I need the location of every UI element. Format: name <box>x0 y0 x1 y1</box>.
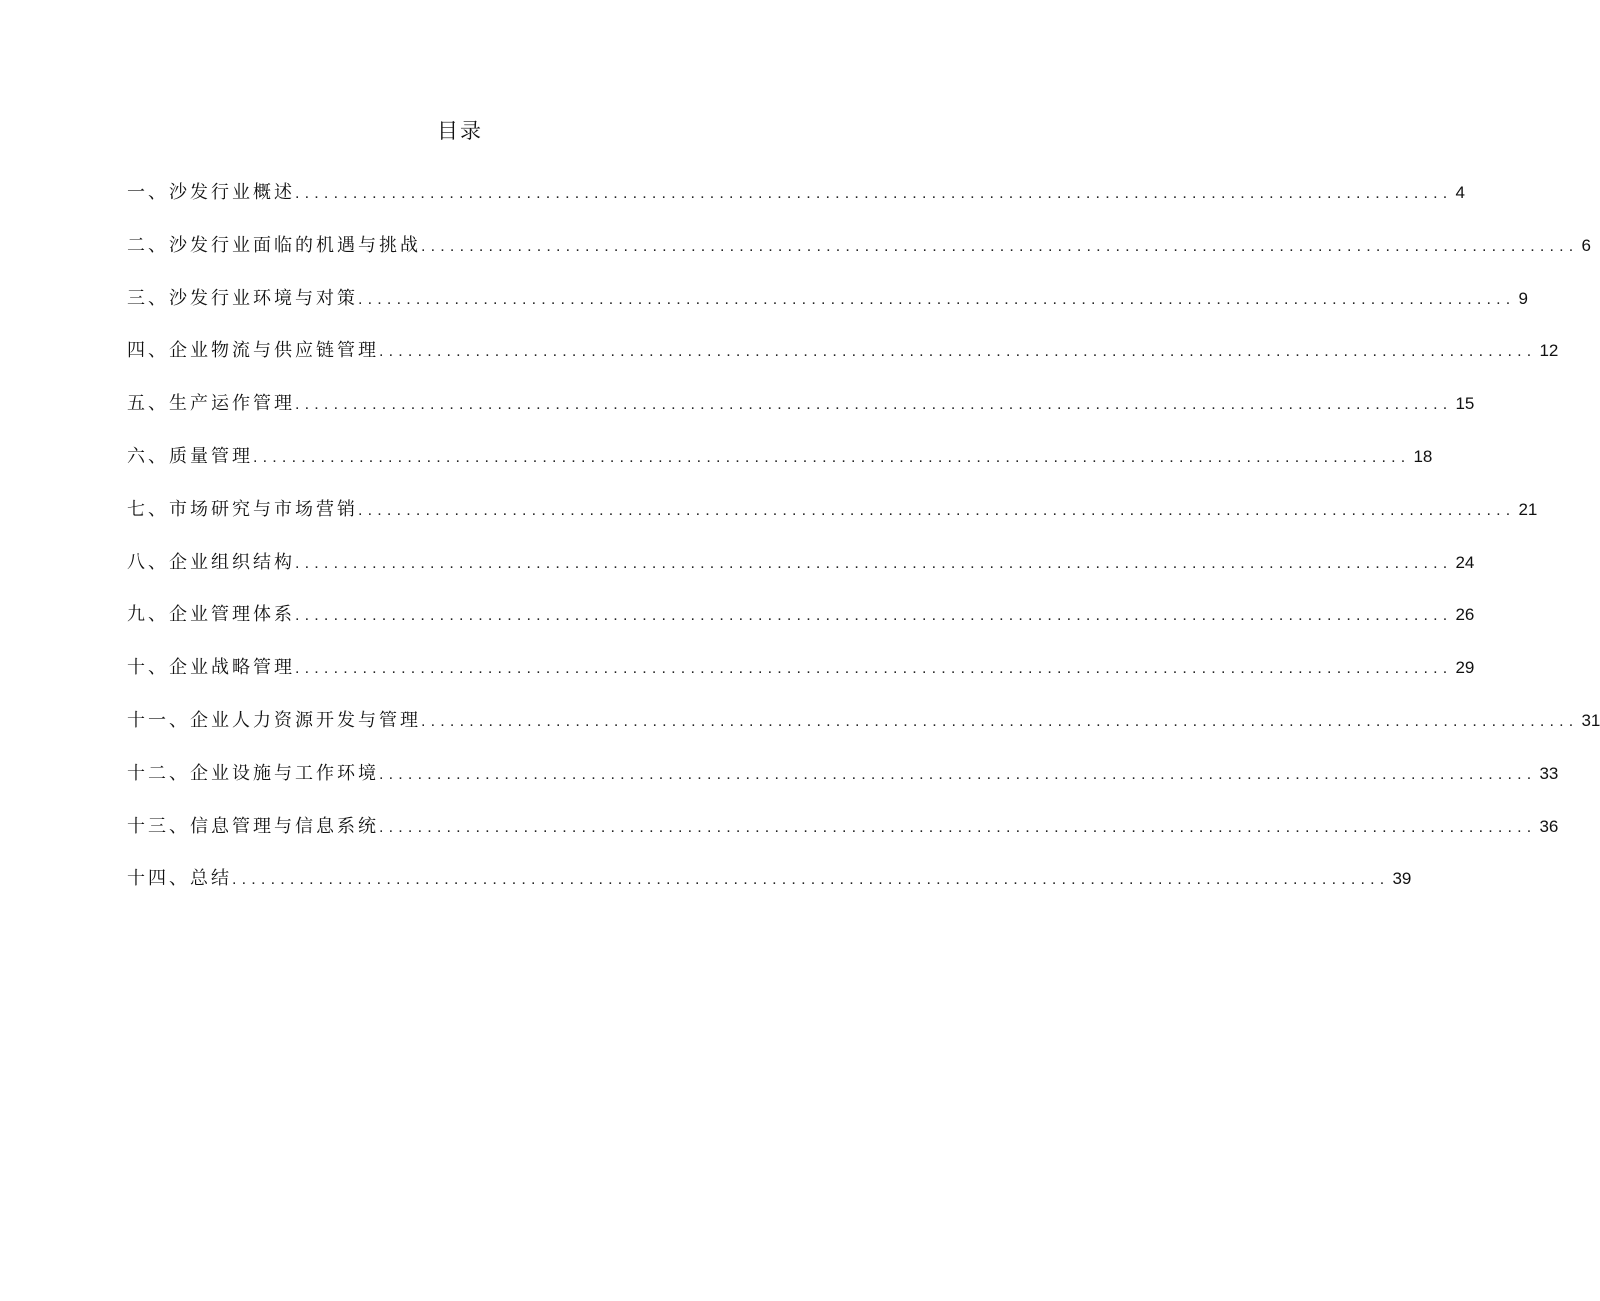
toc-entry[interactable] <box>127 442 1433 495</box>
toc-entry[interactable] <box>127 706 1600 759</box>
toc-entry[interactable] <box>127 759 1559 812</box>
toc-entry-label: 九、企业管理体系 <box>127 604 295 626</box>
toc-title: 目录 <box>437 119 483 143</box>
toc-dot-leader: ........................................................................................................................ <box>379 765 1537 783</box>
toc-entry-label: 八、企业组织结构 <box>127 551 295 573</box>
toc-entry-label: 十二、企业设施与工作环境 <box>127 762 379 784</box>
toc-entry-page-number: 12 <box>1539 341 1559 361</box>
toc-dot-leader: ........................................................................................................................ <box>421 237 1579 255</box>
toc-entry-label: 二、沙发行业面临的机遇与挑战 <box>127 234 421 256</box>
toc-dot-leader: ........................................................................................................................ <box>421 712 1579 730</box>
toc-entry-page-number: 21 <box>1518 499 1538 519</box>
toc-list <box>127 178 1600 917</box>
toc-entry-page-number: 26 <box>1455 605 1475 625</box>
toc-dot-leader: ........................................................................................................................ <box>358 501 1516 519</box>
toc-entry[interactable] <box>127 284 1528 337</box>
toc-entry[interactable] <box>127 864 1412 917</box>
toc-entry-page-number: 29 <box>1455 658 1475 678</box>
toc-dot-leader: ........................................................................................................................ <box>379 343 1537 361</box>
toc-entry-label: 一、沙发行业概述 <box>127 182 295 203</box>
toc-entry-label: 四、企业物流与供应链管理 <box>127 340 379 362</box>
toc-dot-leader: ........................................................................................................................ <box>295 607 1453 625</box>
toc-entry[interactable] <box>127 548 1475 601</box>
toc-entry-label: 六、质量管理 <box>127 445 253 467</box>
toc-dot-leader: ........................................................................................................................ <box>295 185 1453 202</box>
toc-entry-label: 五、生产运作管理 <box>127 393 295 415</box>
toc-dot-leader: ........................................................................................................................ <box>295 396 1453 414</box>
toc-dot-leader: ........................................................................................................................ <box>295 554 1453 572</box>
toc-entry[interactable] <box>127 231 1591 284</box>
toc-entry-page-number: 31 <box>1581 710 1600 730</box>
toc-entry-page-number: 36 <box>1539 816 1559 836</box>
toc-dot-leader: ........................................................................................................................ <box>232 871 1390 889</box>
toc-entry-page-number: 9 <box>1518 288 1528 308</box>
toc-entry-label: 七、市场研究与市场营销 <box>127 498 358 520</box>
toc-dot-leader: ........................................................................................................................ <box>358 290 1516 308</box>
toc-entry-page-number: 6 <box>1581 235 1591 255</box>
toc-entry[interactable] <box>127 336 1559 389</box>
toc-entry-label: 十一、企业人力资源开发与管理 <box>127 709 421 731</box>
toc-entry[interactable] <box>127 653 1475 706</box>
toc-entry-label: 十三、信息管理与信息系统 <box>127 815 379 837</box>
toc-entry[interactable] <box>127 812 1559 865</box>
toc-entry-page-number: 4 <box>1455 183 1465 202</box>
toc-entry-page-number: 33 <box>1539 763 1559 783</box>
toc-dot-leader: ........................................................................................................................ <box>295 660 1453 678</box>
toc-entry-page-number: 15 <box>1455 394 1475 414</box>
toc-entry-page-number: 18 <box>1413 446 1433 466</box>
toc-entry[interactable] <box>127 495 1538 548</box>
toc-dot-leader: ........................................................................................................................ <box>253 448 1411 466</box>
toc-entry-label: 十、企业战略管理 <box>127 657 295 679</box>
toc-entry-page-number: 24 <box>1455 552 1475 572</box>
toc-entry[interactable] <box>127 600 1475 653</box>
toc-entry-label: 三、沙发行业环境与对策 <box>127 287 358 309</box>
toc-dot-leader: ........................................................................................................................ <box>379 818 1537 836</box>
toc-entry-page-number: 39 <box>1392 869 1412 889</box>
toc-entry[interactable] <box>127 178 1465 231</box>
toc-entry-label: 十四、总结 <box>127 868 232 890</box>
toc-entry[interactable] <box>127 389 1475 442</box>
